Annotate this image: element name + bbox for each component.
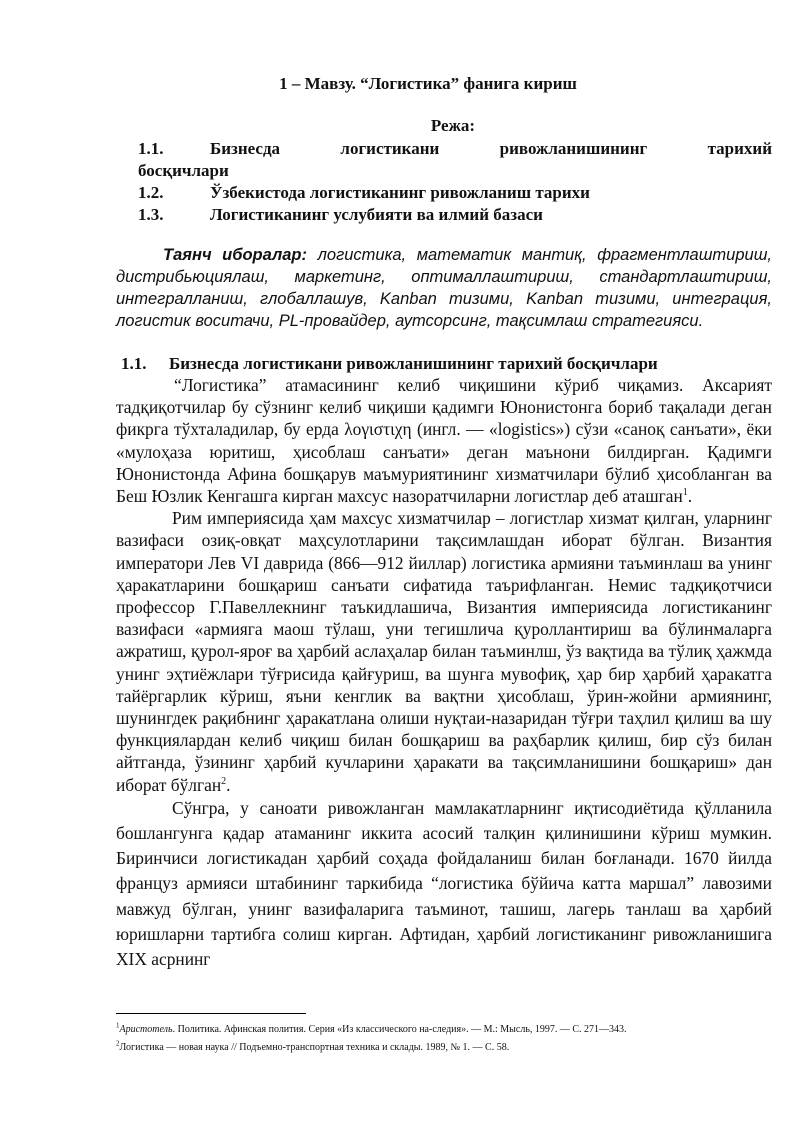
footnote-ref[interactable]: 1	[682, 487, 688, 499]
footnote-ref[interactable]: 2	[221, 775, 227, 787]
footnote-separator	[116, 1013, 306, 1014]
keywords-label: Таянч иборалар:	[163, 246, 307, 264]
plan-item-number: 1.2.	[138, 183, 164, 202]
section-heading	[121, 354, 658, 374]
section-number: 1.1.	[121, 354, 147, 373]
paragraph: “Логистика” атамасининг келиб чиқишини кўриб чиқамиз. Аксарият тадқиқотчилар бу сўзнинг келиб чиқиши қадимги Юнонистонга бориб тақалади деган фикрга тўхталадилар, бу ерда λογιστιχη (ингл. — «logistics») сўзи «саноқ санъати», ёки «мулоҳаза юритиш, ҳисоблаш санъати» деган маънони билдирган. Қадимги Юнонистонда Афина бошқарув маъмуриятининг хизматчилари бўлиб ҳисобланган ва Беш Юзлик Кенгашга кирган махсус назоратчиларни логистлар деб аташган$^1$.	[116, 375, 772, 507]
keywords-block	[116, 244, 772, 332]
plan-item-text: Ўзбекистода логистиканинг ривожланиш тарихи	[210, 183, 590, 202]
plan-item-continuation	[138, 160, 772, 182]
plan-item-number: 1.3.	[138, 205, 164, 224]
plan-heading: Режа:	[430, 116, 476, 135]
plan-list	[138, 138, 772, 226]
section-title: Бизнесда логистикани ривожланишининг тарихий босқичлари	[169, 354, 658, 373]
footnote: $^2$Логистика — новая наука // Подъемно-транспортная техника и склады. 1989, № 1. — С. 58.	[116, 1039, 510, 1053]
plan-item-number: 1.1.	[138, 139, 164, 158]
page-title: 1 – Мавзу. “Логистика” фанига кириш	[279, 74, 577, 93]
plan-item	[138, 204, 772, 226]
body-text	[116, 374, 772, 972]
plan-item-text: Логистиканинг услубияти ва илмий базаси	[210, 205, 543, 224]
plan-item	[138, 138, 772, 160]
paragraph: Сўнгра, у саноати ривожланган мамлакатларнинг иқтисодиётида қўлланила бошлангунга қадар атаманинг иккита асосий талқин қилинишини кўриш мумкин. Биринчиси логистикадан ҳарбий соҳада фойдаланиш билан боғланади. 1670 йилда француз армияси штабининг таркибида “логистика бўйича катта маршал” лавозими мавжуд бўлган, унинг вазифаларига таъминот, ташиш, лагерь танлаш ва ҳарбий юришларни тартибга солиш кирган. Афтидан, ҳарбий логистиканинг ривожланишига XIX асрнинг	[116, 797, 772, 970]
footnote-author: Аристотель	[119, 1024, 173, 1035]
plan-item-text: Бизнесда логистикани ривожланишининг тарихий	[210, 139, 772, 158]
plan-item-text: босқичлари	[138, 161, 229, 180]
keywords-text: логистика, математик мантиқ, фрагментлаштириш, дистрибьюциялаш, маркетинг, оптималлаштириш, стандартлаштириш, интегралланиш, глобаллашув, Kanban тизими, Kanban тизими, интеграция, логистик воситачи, PL-провайдер, аутсорсинг, тақсимлаш стратегияси.	[116, 246, 772, 330]
paragraph: Рим империясида ҳам махсус хизматчилар – логистлар хизмат қилган, уларнинг вазифаси озиқ-овқат маҳсулотларини тақсимлашдан иборат бўлган. Византия императори Лев VI даврида (866—912 йиллар) логистика армияни таъминлаш ва унинг ҳаракатларини бошқариш санъати сифатида таърифланган. Немис тадқиқотчиси профессор Г.Павеллекнинг таъкидлашича, Византия империясида логистиканинг вазифаси «армияга маош тўлаш, уни тегишлича қуроллантириш ва бўлинмаларга ажратиш, қурол-яроғ ва ҳарбий аслаҳалар билан таъминлш, ўз вақтида ва тўлиқ ҳажмда унинг эҳтиёжлари тўғрисида қайғуриш, ва шунга мувофиқ, ҳар бир ҳарбий ҳаракатга тайёргарлик кўриш, яъни кенглик ва вақтни ҳисоблаш, ўрин-жойни армиянинг, шунингдек рақибнинг ҳаракатлана олиши нуқтаи-назаридан тўғри таҳлил қилиш ва шу функциялардан келиб чиқиш билан бошқариш ва раҳбарлик қилиш, бир сўз билан айтганда, ўзининг ҳарбий кучларини ҳаракати ва тақсимланишини бошқариш» дан иборат бўлган$^2$.	[116, 508, 772, 795]
plan-item	[138, 182, 772, 204]
footnote: $^1$Аристотель. Политика. Афинская полития. Серия «Из классического на-следия». — М.: Мысль, 1997. — С. 271—343.	[116, 1021, 627, 1035]
